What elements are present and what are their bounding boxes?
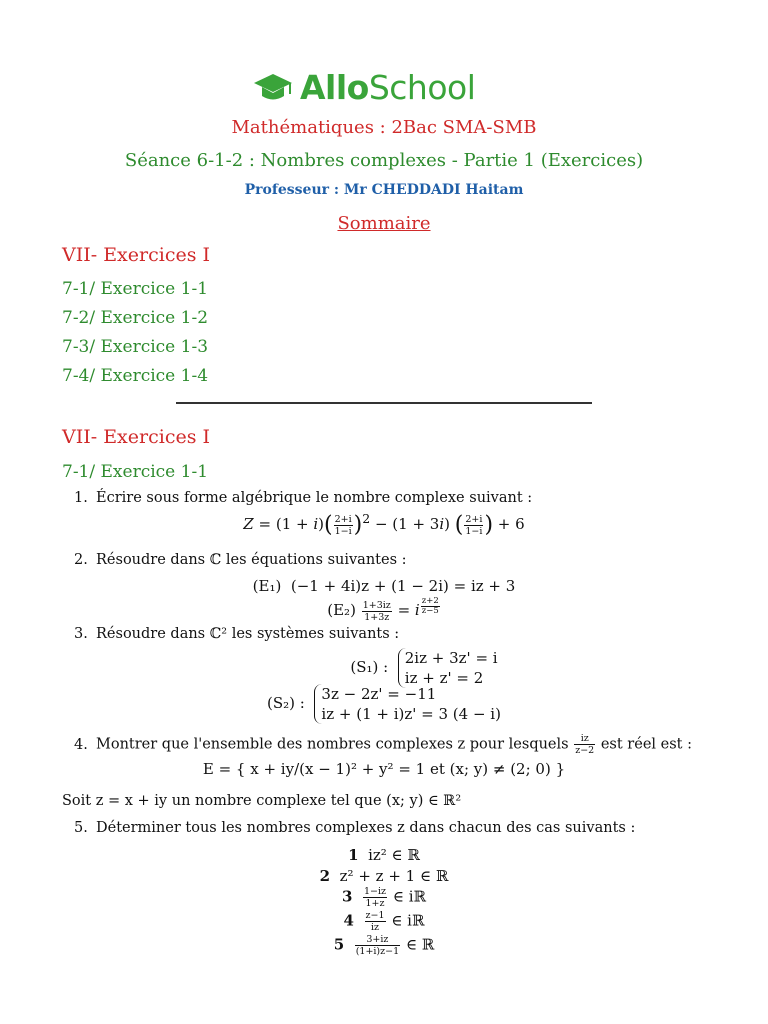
equation-e1: (E₁) (−1 + 4i)z + (1 − 2i) = iz + 3 bbox=[252, 577, 516, 595]
subject-title: Mathématiques : 2Bac SMA-SMB bbox=[231, 117, 537, 138]
case-2: 2 z² + z + 1 ∈ ℝ bbox=[319, 867, 449, 885]
sommaire-heading: Sommaire bbox=[337, 213, 431, 234]
case-4: 4 $\frac{z-1}{iz}$ ∈ iℝ bbox=[343, 910, 425, 933]
case-5: 5 $\frac{3+iz}{(1+i)z-1}$ ∈ ℝ bbox=[333, 934, 435, 957]
question-5: 5. Déterminer tous les nombres complexes z dans chacun des cas suivants : bbox=[74, 820, 636, 836]
alloschool-logo bbox=[252, 64, 475, 110]
question-1: 1. Écrire sous forme algébrique le nombre complexe suivant : bbox=[74, 490, 533, 506]
logo-text: AlloSchool bbox=[300, 67, 476, 107]
toc-section: VII- Exercices I bbox=[62, 244, 211, 266]
toc-item-2[interactable]: 7-2/ Exercice 1-2 bbox=[62, 308, 209, 328]
question-2: 2. Résoudre dans ℂ les équations suivantes : bbox=[74, 552, 407, 568]
subsection-heading: 7-1/ Exercice 1-1 bbox=[62, 462, 209, 482]
question-3: 3. Résoudre dans ℂ² les systèmes suivants : bbox=[74, 626, 400, 642]
divider bbox=[176, 402, 592, 404]
toc-item-3[interactable]: 7-3/ Exercice 1-3 bbox=[62, 337, 209, 357]
soit-line: Soit z = x + iy un nombre complexe tel que (x; y) ∈ ℝ² bbox=[62, 793, 462, 809]
system-s2: (S₂) : 3z − 2z' = −11 iz + (1 + i)z' = 3 (4 − i) bbox=[267, 685, 501, 723]
professor-name: Professeur : Mr CHEDDADI Haitam bbox=[244, 182, 524, 198]
section-heading: VII- Exercices I bbox=[62, 426, 211, 448]
formula-z: Z = (1 + i)( $\frac{2+i}{1-i}$ )$^2$ − (1 + 3i) ( $\frac{2+i}{1-i}$ ) + 6 bbox=[243, 511, 525, 538]
question-4: 4. Montrer que l'ensemble des nombres complexes z pour lesquels $\frac{iz}{z-2}$ est réel est : bbox=[74, 733, 692, 756]
system-s1: (S₁) : 2iz + 3z' = i iz + z' = 2 bbox=[350, 649, 498, 687]
toc-item-4[interactable]: 7-4/ Exercice 1-4 bbox=[62, 366, 209, 386]
seance-title: Séance 6-1-2 : Nombres complexes - Partie 1 (Exercices) bbox=[124, 150, 644, 171]
case-1: 1 iz² ∈ ℝ bbox=[348, 846, 420, 864]
case-3: 3 $\frac{1-iz}{1+z}$ ∈ iℝ bbox=[342, 886, 426, 909]
graduation-cap-icon bbox=[252, 66, 294, 108]
toc-item-1[interactable]: 7-1/ Exercice 1-1 bbox=[62, 279, 209, 299]
equation-e2: (E₂) $\frac{1+3iz}{1+3z}$ = i $^{\frac{z+2}{z-5}}$ bbox=[327, 596, 439, 623]
set-e: E = { x + iy/(x − 1)² + y² = 1 et (x; y) ≠ (2; 0) } bbox=[202, 760, 566, 778]
